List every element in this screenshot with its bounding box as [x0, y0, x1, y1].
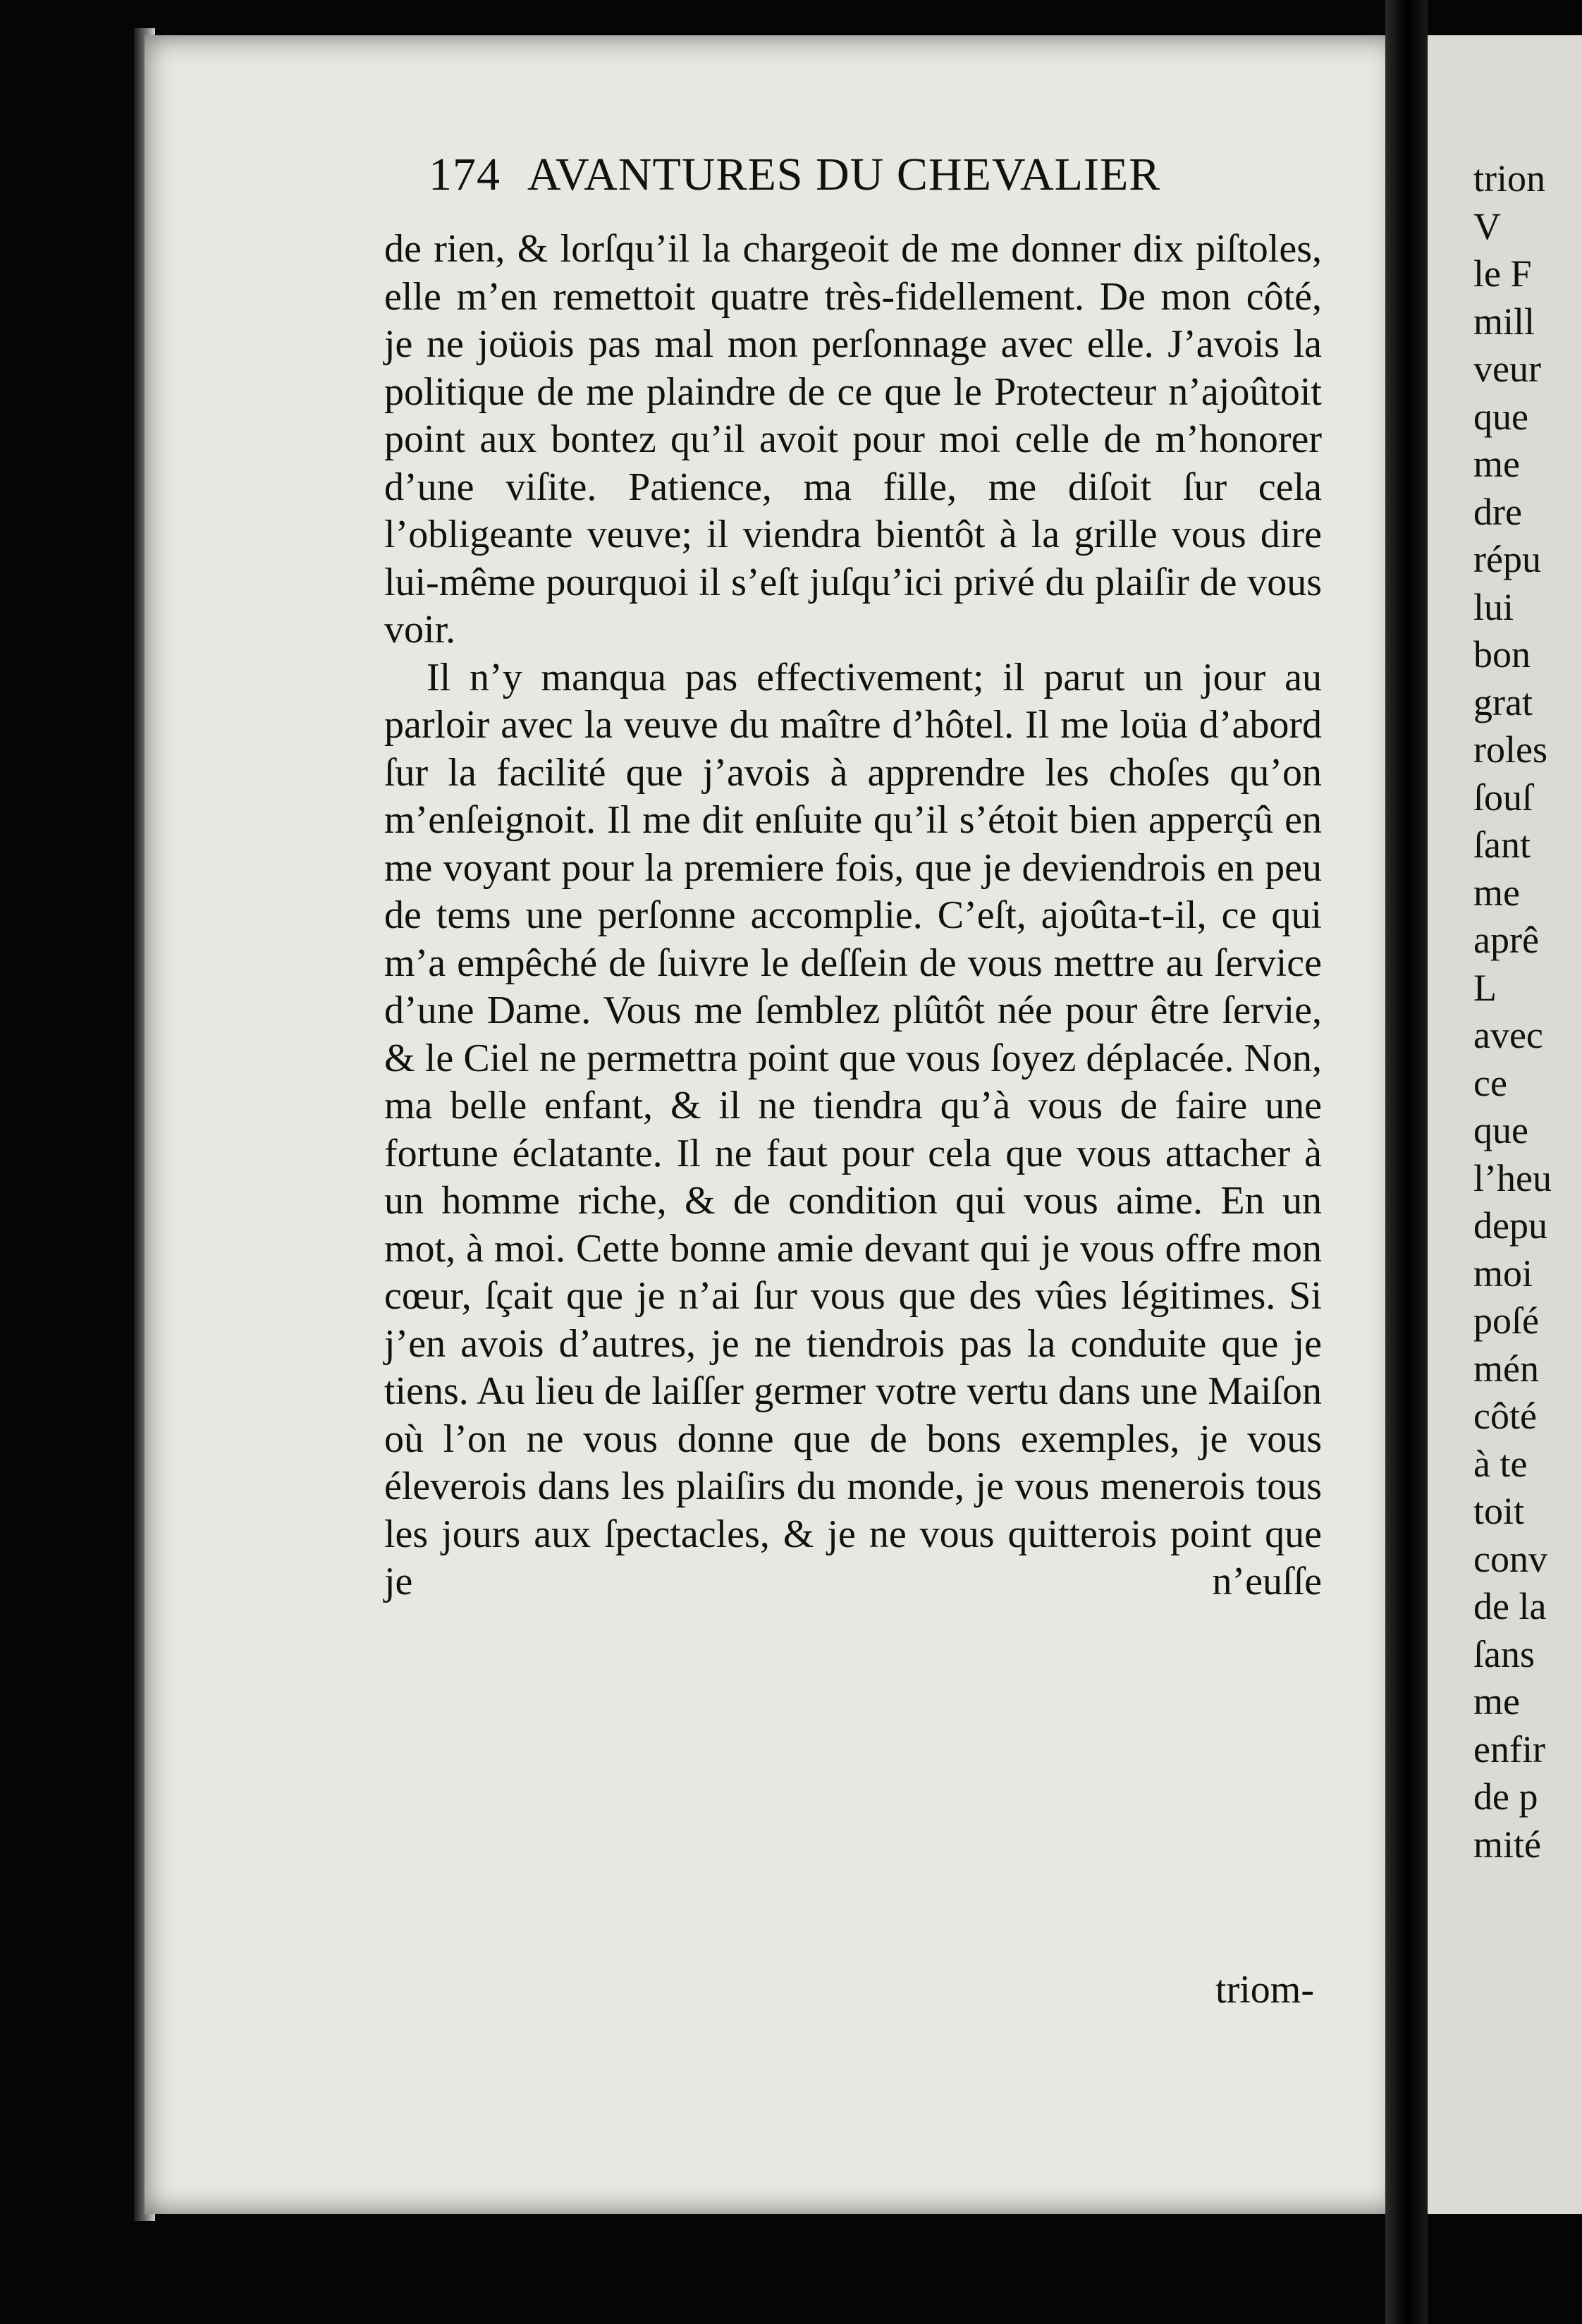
right-page-line: conv [1473, 1537, 1547, 1580]
running-header [429, 148, 1317, 202]
right-page-line: de la [1473, 1585, 1547, 1627]
right-page-line: veur [1473, 348, 1541, 390]
right-page-line: répu [1473, 538, 1541, 580]
right-page-line: ſant [1473, 824, 1531, 866]
right-page-line: L [1473, 966, 1497, 1009]
right-page-line: me [1473, 1680, 1520, 1723]
right-page-line: bon [1473, 633, 1531, 675]
right-page-line: toit [1473, 1490, 1525, 1532]
right-page-line: le F [1473, 252, 1532, 295]
right-page-line: que [1473, 395, 1528, 438]
right-page-line: aprê [1473, 919, 1539, 961]
right-page-line: l’heu [1473, 1156, 1552, 1199]
right-page-line: ce [1473, 1061, 1507, 1104]
right-page-line: de p [1473, 1775, 1538, 1818]
right-page-line: me [1473, 871, 1520, 914]
body-text [384, 226, 1322, 1606]
paragraph-1: de rien, & lorſqu’il la chargeoit de me donner dix piſtoles, elle m’en remettoit quatre très-fidellement. De mon côté, je ne joüois pas mal mon perſonnage avec elle. J’avois la politique de me plaindre de ce que le Protecteur n’ajoûtoit point aux bontez qu’il avoit pour moi celle de m’honorer d’une viſite. Patience, ma fille, me diſoit ſur cela l’obligeante veuve; il viendra bientôt à la grille vous dire lui-même pourquoi il s’eſt juſqu’ici privé du plaiſir de vous voir. [384, 227, 1322, 652]
paragraph-2: Il n’y manqua pas effectivement; il parut un jour au parloir avec la veuve du maître d’hôtel. Il me loüa d’abord ſur la facilité que j’avois à apprendre les choſes qu’on m’enſeignoit. Il me dit enſuite qu’il s’étoit bien apperçû en me voyant pour la premiere fois, que je deviendrois en peu de tems une perſonne accomplie. C’eſt, ajoûta-t-il, ce qui m’a empêché de ſuivre le deſſein de vous mettre au ſervice d’une Dame. Vous me ſemblez plûtôt née pour être ſervie, & le Ciel ne permettra point que vous ſoyez déplacée. Non, ma belle enfant, & il ne tiendra qu’à vous de faire une fortune éclatante. Il ne faut pour cela que vous attacher à un homme riche, & de condition qui vous aime. En un mot, à moi. Cette bonne amie devant qui je vous offre mon cœur, ſçait que je n’ai ſur vous que des vûes légitimes. Si j’en avois d’autres, je ne tiendrois pas la conduite que je tiens. Au lieu de laiſſer germer votre vertu dans une Maiſon où l’on ne vous donne que de bons exemples, je vous éleverois dans les plaiſirs du monde, je vous menerois tous les jours aux ſpectacles, & je ne vous quitterois point que je n’euſſe [384, 655, 1322, 1603]
right-page-line: à te [1473, 1442, 1528, 1485]
right-page-line: côté [1473, 1395, 1537, 1437]
right-page-line: dre [1473, 490, 1522, 533]
right-page-line: mill [1473, 300, 1535, 343]
running-head-title: AVANTURES DU CHEVALIER [527, 149, 1161, 200]
right-page-line: V [1473, 204, 1501, 247]
right-page-line: ſouſ [1473, 776, 1533, 819]
right-page-line: trion [1473, 157, 1545, 200]
right-page-line: depu [1473, 1204, 1547, 1247]
right-page-line: mité [1473, 1823, 1541, 1866]
right-page-line: poſé [1473, 1299, 1539, 1342]
right-page-line: lui [1473, 585, 1514, 628]
right-page-line: mén [1473, 1347, 1539, 1390]
right-page-line: avec [1473, 1014, 1543, 1056]
right-page-line: grat [1473, 680, 1533, 723]
right-page-line: moi [1473, 1252, 1533, 1295]
right-page-line: me [1473, 443, 1520, 485]
right-page-text [1473, 155, 1579, 1869]
right-page-line: ſans [1473, 1632, 1535, 1675]
book-gutter [1385, 0, 1428, 2324]
right-page-line: que [1473, 1109, 1528, 1151]
right-page-line: roles [1473, 728, 1547, 771]
page-number: 174 [429, 149, 501, 200]
catchword: triom- [1215, 1968, 1314, 2012]
right-page-line: enfir [1473, 1727, 1545, 1770]
